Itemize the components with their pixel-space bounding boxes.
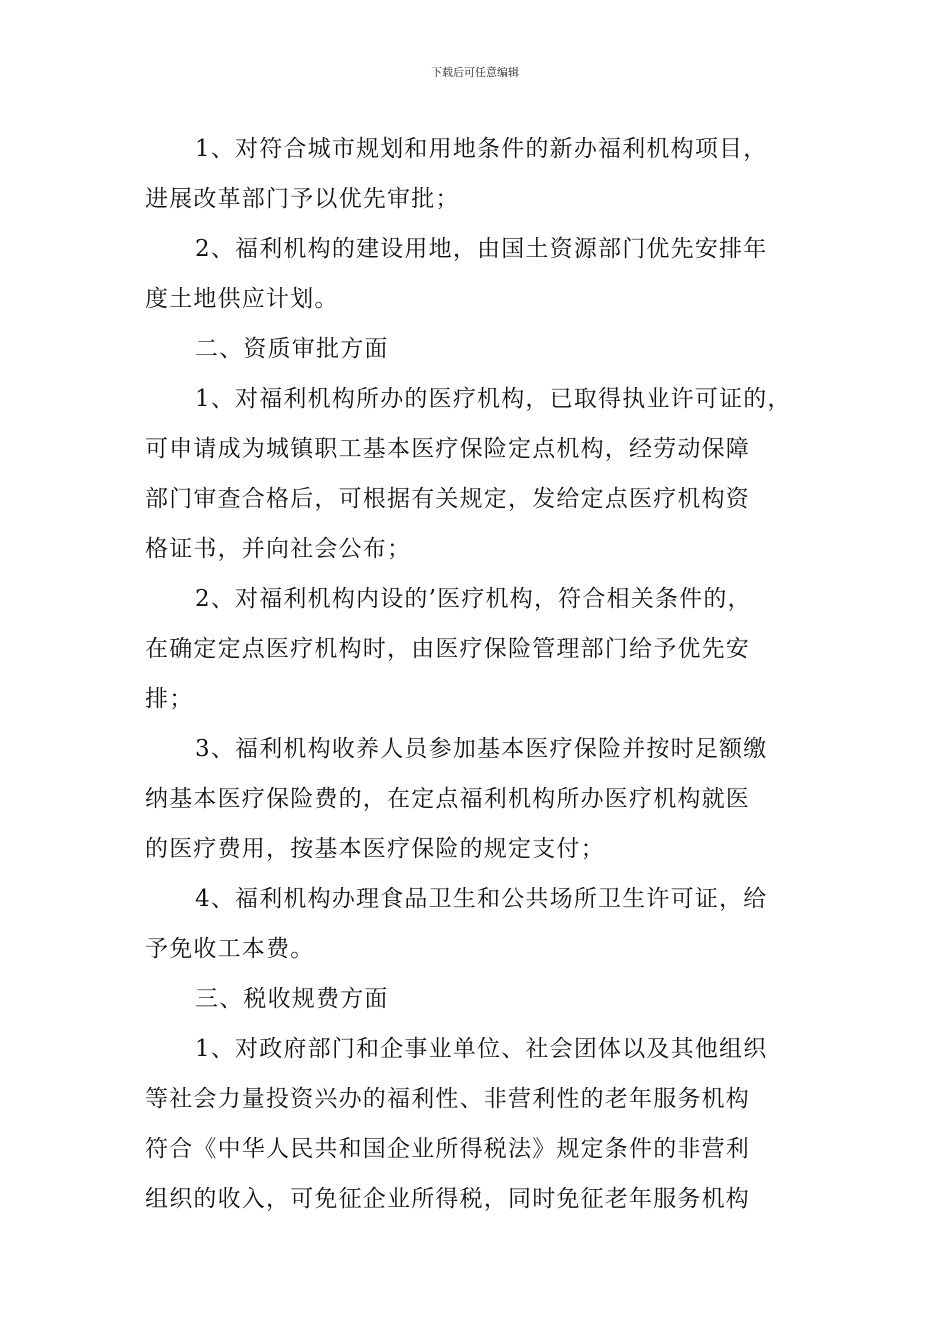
text-line: 符合《中华人民共和国企业所得税法》规定条件的非营利 — [145, 1136, 750, 1162]
text-line: 1、对政府部门和企事业单位、社会团体以及其他组织 — [195, 1036, 768, 1062]
paragraph — [145, 874, 809, 974]
text-line: 等社会力量投资兴办的福利性、非营利性的老年服务机构 — [145, 1086, 750, 1112]
paragraph — [145, 1024, 809, 1224]
text-line: 予免收工本费。 — [145, 936, 315, 962]
text-line: 1、对符合城市规划和用地条件的新办福利机构项目， — [195, 136, 768, 162]
paragraph — [145, 974, 809, 1024]
text-line: 纳基本医疗保险费的，在定点福利机构所办医疗机构就医 — [145, 786, 750, 812]
text-line: 进展改革部门予以优先审批； — [145, 186, 460, 212]
paragraph — [145, 724, 809, 874]
text-line: 的医疗费用，按基本医疗保险的规定支付； — [145, 836, 605, 862]
page-header: 下载后可任意编辑 — [431, 66, 519, 79]
text-line: 格证书，并向社会公布； — [145, 536, 412, 562]
paragraph — [145, 324, 809, 374]
text-line: 度土地供应计划。 — [145, 286, 339, 312]
paragraph — [145, 574, 809, 724]
text-line: 部门审查合格后，可根据有关规定，发给定点医疗机构资 — [145, 486, 750, 512]
text-line: 可申请成为城镇职工基本医疗保险定点机构，经劳动保障 — [145, 436, 750, 462]
document-body — [145, 124, 809, 1224]
text-line: 1、对福利机构所办的医疗机构，已取得执业许可证的， — [195, 386, 792, 412]
text-line: 排； — [145, 686, 194, 712]
text-line: 组织的收入，可免征企业所得税，同时免征老年服务机构 — [145, 1186, 750, 1212]
text-line: 3、福利机构收养人员参加基本医疗保险并按时足额缴 — [195, 736, 768, 762]
text-line: 在确定定点医疗机构时，由医疗保险管理部门给予优先安 — [145, 636, 750, 662]
text-line: 4、福利机构办理食品卫生和公共场所卫生许可证，给 — [195, 886, 768, 912]
text-line: 三、税收规费方面 — [195, 986, 389, 1012]
text-line: 2、福利机构的建设用地，由国土资源部门优先安排年 — [195, 236, 768, 262]
text-line: 二、资质审批方面 — [195, 336, 389, 362]
paragraph — [145, 224, 809, 324]
text-line: 2、对福利机构内设的’医疗机构，符合相关条件的， — [195, 586, 752, 612]
paragraph — [145, 374, 809, 574]
paragraph — [145, 124, 809, 224]
